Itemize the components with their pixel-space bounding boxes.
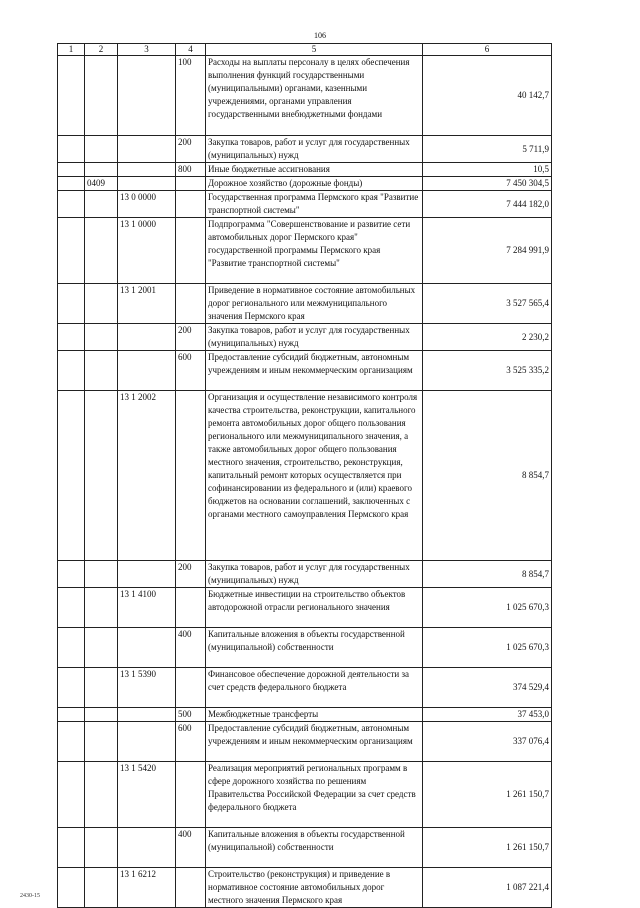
cell-description: Расходы на выплаты персоналу в целях обеспечения выполнения функций государственными (муниципальными) органами, казенными учреждениями, органами управления государственными внебюджетными фондами: [206, 56, 423, 136]
cell-description: Закупка товаров, работ и услуг для государственных (муниципальных) нужд: [206, 324, 423, 351]
cell-amount: 8 854,7: [423, 391, 552, 561]
table-row: [58, 588, 552, 628]
cell-description: Предоставление субсидий бюджетным, автономным учреждениям и иным некоммерческим организациям: [206, 351, 423, 391]
cell-description: Реализация мероприятий региональных программ в сфере дорожного хозяйства по решениям Правительства Российской Федерации за счет средств федерального бюджета: [206, 762, 423, 828]
cell-target-article: 13 1 2002: [118, 391, 176, 561]
table-row: [58, 722, 552, 762]
cell-section: [58, 722, 85, 762]
cell-description: Бюджетные инвестиции на строительство объектов автодорожной отрасли регионального значения: [206, 588, 423, 628]
footer-stamp: 2430-15: [20, 893, 40, 899]
cell-expense-type: 600: [176, 351, 206, 391]
cell-amount: 337 076,4: [423, 722, 552, 762]
cell-target-article: [118, 163, 176, 177]
cell-target-article: [118, 828, 176, 868]
cell-expense-type: 600: [176, 722, 206, 762]
cell-target-article: 13 0 0000: [118, 191, 176, 218]
cell-description: Организация и осуществление независимого контроля качества строительства, реконструкции, капитального ремонта автомобильных дорог общего пользования регионального или межмуниципального значения, а также автомобильных дорог общего пользования местного значения, строительство, реконструкция, капитальный ремонт которых осуществляется при софинансировании из федерального и (или) краевого бюджетов на основании соглашений, заключенных с органами местного самоуправления Пермского края: [206, 391, 423, 561]
cell-target-article: [118, 722, 176, 762]
cell-section: [58, 136, 85, 163]
cell-amount: 10,5: [423, 163, 552, 177]
table-row: [58, 828, 552, 868]
cell-section: [58, 668, 85, 708]
cell-subsection: [85, 191, 118, 218]
cell-expense-type: 500: [176, 708, 206, 722]
cell-section: [58, 588, 85, 628]
cell-subsection: [85, 828, 118, 868]
cell-description: Капитальные вложения в объекты государственной (муниципальной) собственности: [206, 628, 423, 668]
cell-expense-type: 200: [176, 136, 206, 163]
cell-subsection: [85, 351, 118, 391]
page-number: 106: [314, 31, 326, 40]
table-row: [58, 391, 552, 561]
cell-subsection: [85, 391, 118, 561]
table-row: [58, 351, 552, 391]
cell-description: Закупка товаров, работ и услуг для государственных (муниципальных) нужд: [206, 136, 423, 163]
cell-section: [58, 828, 85, 868]
cell-amount: 7 444 182,0: [423, 191, 552, 218]
table-row: [58, 762, 552, 828]
cell-subsection: [85, 136, 118, 163]
table-row: [58, 218, 552, 284]
cell-subsection: 0409: [85, 177, 118, 191]
cell-section: [58, 391, 85, 561]
cell-section: [58, 868, 85, 908]
cell-target-article: [118, 324, 176, 351]
cell-expense-type: [176, 177, 206, 191]
cell-target-article: [118, 628, 176, 668]
cell-subsection: [85, 628, 118, 668]
cell-amount: 1 261 150,7: [423, 762, 552, 828]
cell-section: [58, 191, 85, 218]
table-row: [58, 668, 552, 708]
cell-description: Подпрограмма "Совершенствование и развитие сети автомобильных дорог Пермского края" государственной программы Пермского края "Развитие транспортной системы": [206, 218, 423, 284]
cell-amount: 40 142,7: [423, 56, 552, 136]
cell-section: [58, 762, 85, 828]
cell-target-article: 13 1 2001: [118, 284, 176, 324]
cell-subsection: [85, 561, 118, 588]
cell-target-article: [118, 136, 176, 163]
column-number: 4: [176, 44, 206, 56]
cell-target-article: 13 1 5420: [118, 762, 176, 828]
cell-expense-type: [176, 218, 206, 284]
cell-target-article: 13 1 4100: [118, 588, 176, 628]
cell-target-article: 13 1 5390: [118, 668, 176, 708]
cell-expense-type: 100: [176, 56, 206, 136]
cell-expense-type: 800: [176, 163, 206, 177]
cell-target-article: [118, 351, 176, 391]
table-row: [58, 628, 552, 668]
cell-subsection: [85, 163, 118, 177]
cell-description: Межбюджетные трансферты: [206, 708, 423, 722]
cell-expense-type: [176, 391, 206, 561]
table-row: [58, 708, 552, 722]
cell-description: Капитальные вложения в объекты государственной (муниципальной) собственности: [206, 828, 423, 868]
cell-section: [58, 284, 85, 324]
cell-description: Приведение в нормативное состояние автомобильных дорог регионального или межмуниципального значения Пермского края: [206, 284, 423, 324]
cell-amount: 3 527 565,4: [423, 284, 552, 324]
cell-expense-type: 200: [176, 561, 206, 588]
cell-expense-type: [176, 588, 206, 628]
cell-expense-type: [176, 284, 206, 324]
cell-description: Предоставление субсидий бюджетным, автономным учреждениям и иным некоммерческим организациям: [206, 722, 423, 762]
cell-subsection: [85, 588, 118, 628]
table-row: [58, 324, 552, 351]
cell-amount: 5 711,9: [423, 136, 552, 163]
cell-amount: 7 450 304,5: [423, 177, 552, 191]
cell-section: [58, 628, 85, 668]
cell-section: [58, 56, 85, 136]
cell-target-article: [118, 708, 176, 722]
table-row: [58, 191, 552, 218]
cell-description: Финансовое обеспечение дорожной деятельности за счет средств федерального бюджета: [206, 668, 423, 708]
cell-subsection: [85, 324, 118, 351]
cell-subsection: [85, 868, 118, 908]
cell-expense-type: [176, 191, 206, 218]
column-number: 6: [423, 44, 552, 56]
cell-target-article: 13 1 0000: [118, 218, 176, 284]
cell-amount: 3 525 335,2: [423, 351, 552, 391]
cell-expense-type: 400: [176, 828, 206, 868]
cell-subsection: [85, 218, 118, 284]
cell-amount: 8 854,7: [423, 561, 552, 588]
cell-description: Закупка товаров, работ и услуг для государственных (муниципальных) нужд: [206, 561, 423, 588]
cell-subsection: [85, 284, 118, 324]
cell-amount: 1 261 150,7: [423, 828, 552, 868]
cell-amount: 7 284 991,9: [423, 218, 552, 284]
cell-expense-type: 200: [176, 324, 206, 351]
cell-amount: 1 087 221,4: [423, 868, 552, 908]
table-row: [58, 284, 552, 324]
cell-amount: 2 230,2: [423, 324, 552, 351]
cell-section: [58, 163, 85, 177]
cell-description: Иные бюджетные ассигнования: [206, 163, 423, 177]
table-row: [58, 177, 552, 191]
cell-description: Дорожное хозяйство (дорожные фонды): [206, 177, 423, 191]
cell-subsection: [85, 56, 118, 136]
cell-target-article: [118, 177, 176, 191]
cell-section: [58, 177, 85, 191]
cell-target-article: [118, 561, 176, 588]
table-row: [58, 868, 552, 908]
cell-target-article: 13 1 6212: [118, 868, 176, 908]
column-number: 3: [118, 44, 176, 56]
cell-target-article: [118, 56, 176, 136]
cell-subsection: [85, 668, 118, 708]
table-row: [58, 56, 552, 136]
column-number: 5: [206, 44, 423, 56]
column-number: 2: [85, 44, 118, 56]
cell-expense-type: [176, 668, 206, 708]
cell-amount: 37 453,0: [423, 708, 552, 722]
column-number: 1: [58, 44, 85, 56]
cell-section: [58, 561, 85, 588]
budget-table: [57, 43, 552, 908]
cell-expense-type: [176, 868, 206, 908]
cell-section: [58, 708, 85, 722]
cell-subsection: [85, 722, 118, 762]
cell-subsection: [85, 708, 118, 722]
column-number-row: [58, 44, 552, 56]
table-row: [58, 561, 552, 588]
table-row: [58, 163, 552, 177]
cell-amount: 374 529,4: [423, 668, 552, 708]
cell-expense-type: [176, 762, 206, 828]
cell-description: Строительство (реконструкция) и приведение в нормативное состояние автомобильных дорог местного значения Пермского края: [206, 868, 423, 908]
cell-section: [58, 351, 85, 391]
cell-amount: 1 025 670,3: [423, 588, 552, 628]
cell-description: Государственная программа Пермского края "Развитие транспортной системы": [206, 191, 423, 218]
cell-expense-type: 400: [176, 628, 206, 668]
cell-section: [58, 218, 85, 284]
cell-subsection: [85, 762, 118, 828]
table-row: [58, 136, 552, 163]
cell-amount: 1 025 670,3: [423, 628, 552, 668]
cell-section: [58, 324, 85, 351]
